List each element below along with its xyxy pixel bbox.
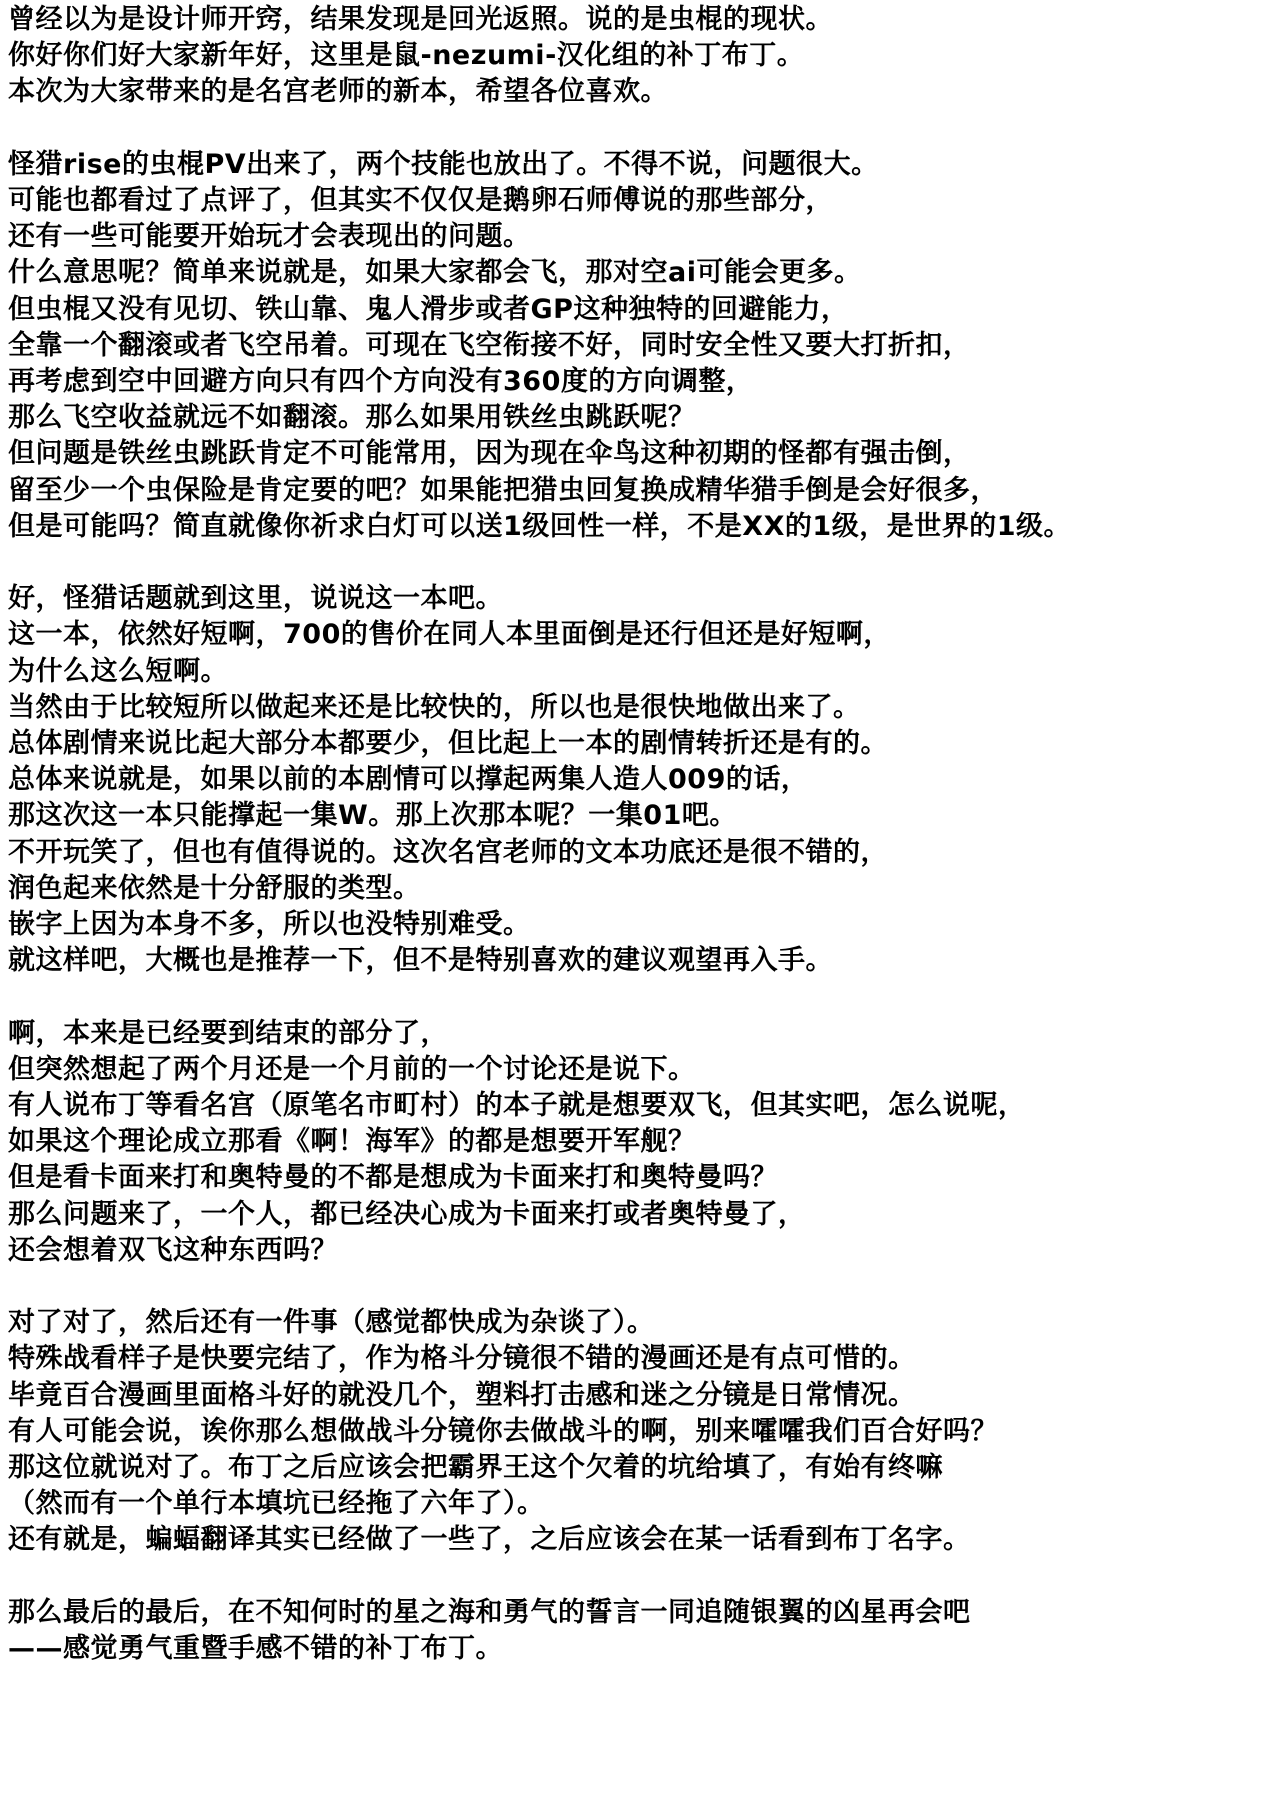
text-line: 什么意思呢？简单来说就是，如果大家都会飞，那对空ai可能会更多。: [8, 257, 862, 289]
text-line: 那么最后的最后，在不知何时的星之海和勇气的誓言一同追随银翼的凶星再会吧: [8, 1596, 971, 1628]
text-line: 但问题是铁丝虫跳跃肯定不可能常用，因为现在伞鸟这种初期的怪都有强击倒，: [8, 438, 971, 470]
text-line: 再考虑到空中回避方向只有四个方向没有360度的方向调整，: [8, 366, 754, 397]
text-line: 但是可能吗？简直就像你祈求白灯可以送1级回性一样，不是XX的1级，是世界的1级。: [8, 510, 1071, 542]
text-line: 但突然想起了两个月还是一个月前的一个讨论还是说下。: [8, 1053, 696, 1085]
text-line: 还有一些可能要开始玩才会表现出的问题。: [8, 221, 531, 253]
text-line: 还有就是，蝙蝠翻译其实已经做了一些了，之后应该会在某一话看到布丁名字。: [8, 1524, 971, 1556]
text-line: 有人说布丁等看名宫（原笔名市町村）的本子就是想要双飞，但其实吧，怎么说呢，: [8, 1090, 1026, 1121]
text-line: 曾经以为是设计师开窍，结果发现是回光返照。说的是虫棍的现状。: [8, 4, 833, 35]
text-line: 有人可能会说，诶你那么想做战斗分镜你去做战斗的啊，别来嚯嚯我们百合好吗？: [8, 1415, 998, 1447]
text-line: 那么飞空收益就远不如翻滚。那么如果用铁丝虫跳跃呢？: [8, 402, 696, 434]
text-line: 特殊战看样子是快要完结了，作为格斗分镜很不错的漫画还是有点可惜的。: [8, 1343, 916, 1375]
text-line: 你好你们好大家新年好，这里是鼠-nezumi-汉化组的补丁布丁。: [8, 40, 805, 72]
text-line: 如果这个理论成立那看《啊！海军》的都是想要开军舰？: [8, 1126, 696, 1158]
text-line: 当然由于比较短所以做起来还是比较快的，所以也是很快地做出来了。: [8, 691, 861, 723]
text-line: 不开玩笑了，但也有值得说的。这次名宫老师的文本功底还是很不错的，: [8, 836, 888, 868]
text-line: 好，怪猎话题就到这里，说说这一本吧。: [8, 583, 503, 615]
text-line: 本次为大家带来的是名宫老师的新本，希望各位喜欢。: [8, 76, 668, 108]
text-line: 那这位就说对了。布丁之后应该会把霸界王这个欠着的坑给填了，有始有终嘛: [8, 1452, 943, 1483]
text-line: 还会想着双飞这种东西吗？: [8, 1234, 338, 1266]
text-line: 这一本，依然好短啊，700的售价在同人本里面倒是还行但还是好短啊，: [8, 619, 891, 651]
text-line: 总体剧情来说比起大部分本都要少，但比起上一本的剧情转折还是有的。: [8, 728, 888, 759]
text-line: 就这样吧，大概也是推荐一下，但不是特别喜欢的建议观望再入手。: [8, 945, 833, 977]
text-line: 润色起来依然是十分舒服的类型。: [8, 872, 421, 904]
text-line: 但是看卡面来打和奥特曼的不都是想成为卡面来打和奥特曼吗？: [8, 1162, 778, 1194]
text-line: 毕竟百合漫画里面格斗好的就没几个，塑料打击感和迷之分镜是日常情况。: [8, 1379, 916, 1411]
text-line: ——感觉勇气重暨手感不错的补丁布丁。: [8, 1633, 503, 1664]
text-line: 那这次这一本只能撑起一集W。那上次那本呢？一集01吧。: [8, 800, 737, 832]
text-line: 全靠一个翻滚或者飞空吊着。可现在飞空衔接不好，同时安全性又要大打折扣，: [8, 329, 971, 361]
text-line: 留至少一个虫保险是肯定要的吧？如果能把猎虫回复换成精华猎手倒是会好很多，: [8, 474, 998, 506]
text-line: 怪猎rise的虫棍PV出来了，两个技能也放出了。不得不说，问题很大。: [8, 148, 879, 180]
text-line: 为什么这么短啊。: [8, 655, 228, 687]
text-line: 总体来说就是，如果以前的本剧情可以撑起两集人造人009的话，: [8, 764, 809, 796]
text-line: 啊，本来是已经要到结束的部分了，: [8, 1017, 448, 1049]
text-line: 对了对了，然后还有一件事（感觉都快成为杂谈了）。: [8, 1307, 655, 1339]
text-line: 可能也都看过了点评了，但其实不仅仅是鹅卵石师傅说的那些部分，: [8, 185, 833, 216]
text-line: 但虫棍又没有见切、铁山靠、鬼人滑步或者GP这种独特的回避能力，: [8, 293, 849, 325]
text-line: 那么问题来了，一个人，都已经决心成为卡面来打或者奥特曼了，: [8, 1198, 806, 1230]
text-line: 嵌字上因为本身不多，所以也没特别难受。: [8, 909, 531, 940]
text-line: （然而有一个单行本填坑已经拖了六年了）。: [8, 1488, 545, 1520]
